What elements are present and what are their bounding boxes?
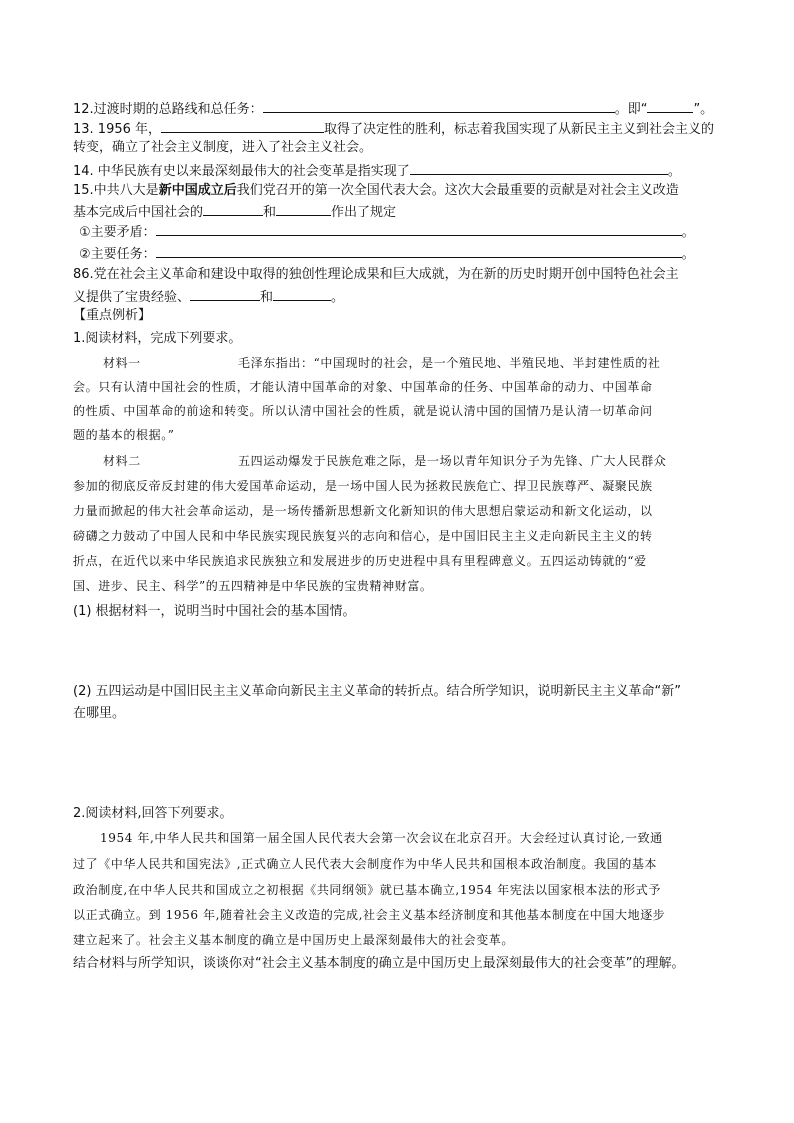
answer-blank[interactable] bbox=[273, 287, 331, 301]
answer-blank[interactable] bbox=[203, 202, 263, 216]
material-2-line: 力量而掀起的伟大社会革命运动，是一场传播新思想新文化新知识的伟大思想启蒙运动和新文化运动，以 bbox=[73, 504, 653, 518]
example-2-question: 结合材料与所学知识，谈谈你对“社会主义基本制度的确立是中国历史上最深刻最伟大的社会变革”的理解。 bbox=[73, 956, 685, 971]
answer-blank[interactable] bbox=[156, 244, 682, 258]
q15-text-c: 基本完成后中国社会的 bbox=[73, 205, 204, 220]
q15-bold-text: 新中国成立后 bbox=[158, 183, 237, 198]
q15-text-e: 作出了规定 bbox=[331, 205, 397, 220]
example-2-material-line: 建立起来了。社会主义基本制度的确立是中国历史上最深刻最伟大的社会变革。 bbox=[73, 933, 515, 947]
answer-blank[interactable] bbox=[276, 202, 331, 216]
question-14 bbox=[73, 161, 681, 181]
q15-text-a: 15.中共八大是 bbox=[73, 183, 159, 198]
material-2-label: 材料二 bbox=[103, 454, 141, 468]
question-15-line-2 bbox=[73, 202, 396, 222]
q12-tail-a: 。即“ bbox=[614, 102, 648, 117]
question-15-line-1 bbox=[73, 182, 679, 200]
answer-blank[interactable] bbox=[647, 99, 693, 113]
section-title: 【重点例析】 bbox=[73, 308, 152, 323]
q12-text: 12.过渡时期的总路线和总任务： bbox=[73, 102, 263, 117]
question-13-line-2: 转变，确立了社会主义制度，进入了社会主义社会。 bbox=[73, 140, 373, 155]
q12-tail-b: ”。 bbox=[693, 102, 714, 117]
material-1-line: 的性质、中国革命的前途和转变。所以认清中国社会的性质，就是说认清中国的国情乃是认清一切革命问 bbox=[73, 404, 653, 418]
example-1-question-2-line-1: (2) 五四运动是中国旧民主主义革命向新民主主义革命的转折点。结合所学知识，说明新民主主义革命“新” bbox=[73, 684, 682, 699]
material-2-line: 五四运动爆发于民族危难之际，是一场以青年知识分子为先锋、广大人民群众 bbox=[238, 454, 667, 468]
example-1-prompt: 1.阅读材料，完成下列要求。 bbox=[73, 331, 242, 346]
example-2-material-line: 政治制度,在中华人民共和国成立之初根据《共同纲领》就已基本确立,1954 年宪法以国家根本法的形式予 bbox=[73, 883, 661, 897]
answer-blank[interactable] bbox=[263, 99, 615, 113]
answer-blank[interactable] bbox=[410, 161, 668, 175]
q86-text-a: 义提供了宝贵经验、 bbox=[73, 290, 191, 305]
q15-item-2-end: 。 bbox=[681, 247, 695, 262]
material-1-line: 题的基本的根据。” bbox=[73, 428, 175, 442]
material-1-label: 材料一 bbox=[103, 356, 141, 370]
question-86-line-1: 86.党在社会主义革命和建设中取得的独创性理论成果和巨大成就，为在新的历史时期开创中国特色社会主 bbox=[73, 267, 679, 282]
material-1-line: 毛泽东指出：“中国现时的社会，是一个殖民地、半殖民地、半封建性质的社 bbox=[238, 356, 661, 370]
material-2-line: 国、进步、民主、科学”的五四精神是中华民族的宝贵精神财富。 bbox=[73, 579, 433, 593]
answer-blank[interactable] bbox=[161, 119, 324, 133]
q15-item-2-label: ②主要任务： bbox=[79, 247, 156, 262]
material-2-line: 折点，在近代以来中华民族追求民族独立和发展进步的历史进程中具有里程碑意义。五四运动铸就的“爱 bbox=[73, 554, 647, 568]
example-2-material-line: 以正式确立。到 1956 年,随着社会主义改造的完成,社会主义基本经济制度和其他基本制度在中国大地逐步 bbox=[73, 908, 666, 922]
material-2-line: 磅礴之力鼓动了中国人民和中华民族实现民族复兴的志向和信心，是中国旧民主主义走向新民主主义的转 bbox=[73, 529, 653, 543]
material-1-line: 会。只有认清中国社会的性质，才能认清中国革命的对象、中国革命的任务、中国革命的动力、中国革命 bbox=[73, 380, 653, 394]
q13-text-b: 取得了决定性的胜利，标志着我国实现了从新民主主义到社会主义的 bbox=[324, 122, 715, 137]
answer-blank[interactable] bbox=[190, 287, 260, 301]
q86-text-b: 和 bbox=[260, 290, 274, 305]
q86-text-c: 。 bbox=[331, 290, 345, 305]
q15-text-d: 和 bbox=[263, 205, 277, 220]
q15-item-1-label: ①主要矛盾： bbox=[79, 225, 156, 240]
q15-text-b: 我们党召开的第一次全国代表大会。这次大会最重要的贡献是对社会主义改造 bbox=[236, 183, 679, 198]
material-2-line: 参加的彻底反帝反封建的伟大爱国革命运动，是一场中国人民为拯救民族危亡、捍卫民族尊严、凝聚民族 bbox=[73, 479, 653, 493]
example-2-material-line: 过了《中华人民共和国宪法》,正式确立人民代表大会制度作为中华人民共和国根本政治制度。我国的基本 bbox=[73, 857, 658, 871]
question-13-line-1 bbox=[73, 119, 714, 139]
example-1-question-2-line-2: 在哪里。 bbox=[73, 706, 126, 721]
q14-text: 14. 中华民族有史以来最深刻最伟大的社会变革是指实现了 bbox=[73, 164, 410, 179]
q14-tail: 。 bbox=[667, 164, 681, 179]
question-15-item-2 bbox=[79, 244, 695, 264]
question-86-line-2 bbox=[73, 287, 344, 307]
example-2-prompt: 2.阅读材料,回答下列要求。 bbox=[73, 806, 233, 821]
question-15-item-1 bbox=[79, 222, 695, 242]
q15-item-1-end: 。 bbox=[681, 225, 695, 240]
example-2-material-line: 1954 年,中华人民共和国第一届全国人民代表大会第一次会议在北京召开。大会经过认真讨论,一致通 bbox=[100, 831, 663, 845]
example-1-question-1: (1) 根据材料一，说明当时中国社会的基本国情。 bbox=[73, 604, 356, 619]
question-12 bbox=[73, 99, 713, 119]
q13-text-a: 13. 1956 年， bbox=[73, 122, 162, 137]
answer-blank[interactable] bbox=[156, 222, 682, 236]
